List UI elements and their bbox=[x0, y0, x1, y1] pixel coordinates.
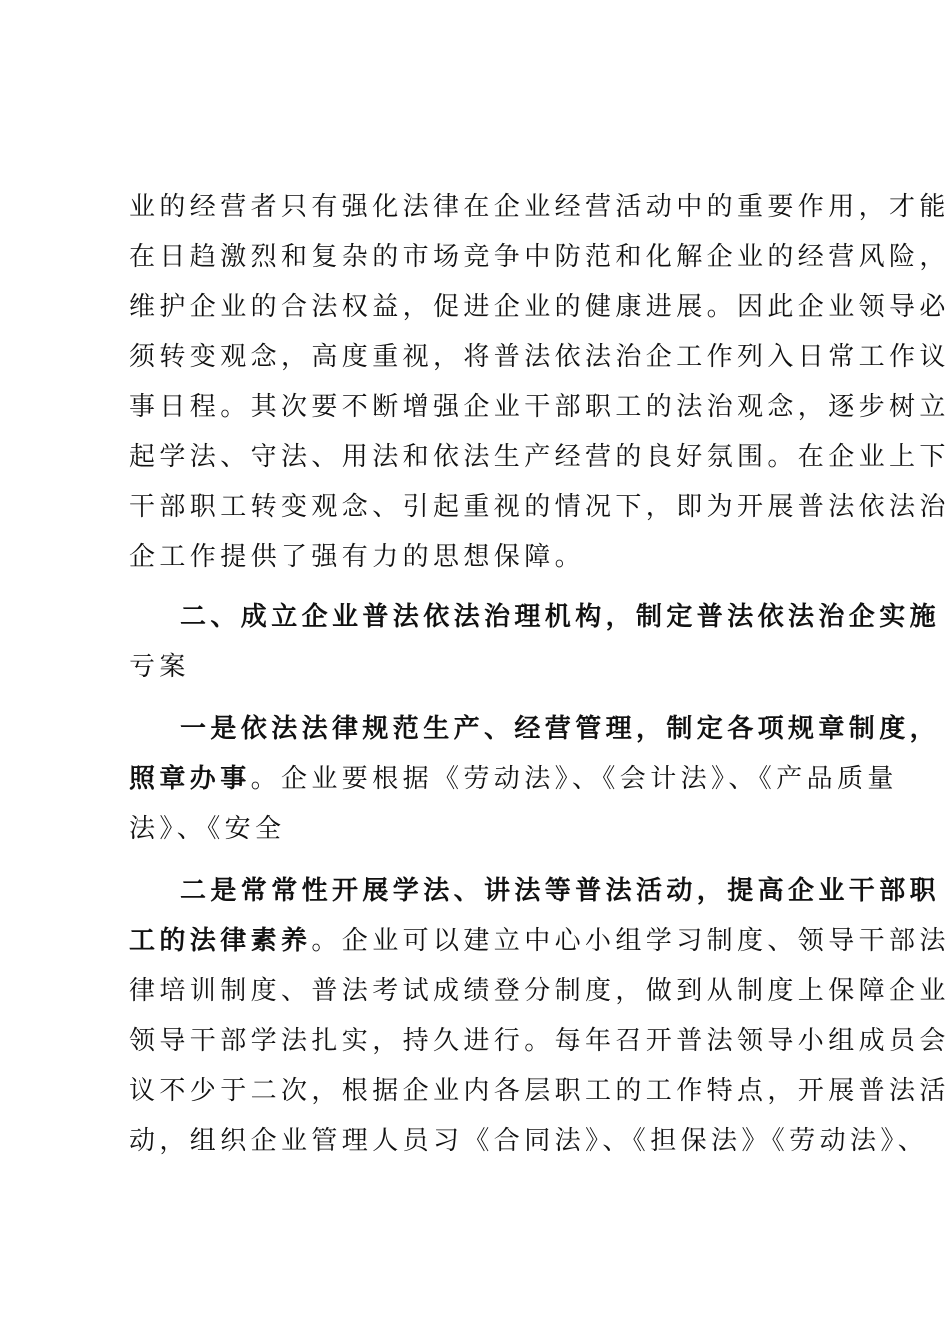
body-text-line: 事日程。其次要不断增强企业干部职工的法治观念，逐步树立 bbox=[129, 392, 950, 422]
body-text-line: 起学法、守法、用法和依法生产经营的良好氛围。在企业上下 bbox=[129, 442, 950, 472]
body-text-line: 企工作提供了强有力的思想保障。 bbox=[129, 542, 586, 572]
section-heading: 二、成立企业普法依法治理机构，制定普法依法治企实施 bbox=[180, 602, 941, 632]
body-text-line: 干部职工转变观念、引起重视的情况下，即为开展普法依法治 bbox=[129, 492, 950, 522]
body-text-line: 法》、《安全 bbox=[129, 814, 286, 844]
paragraph-lead-bold: 一是依法法律规范生产、经营管理，制定各项规章制度， bbox=[180, 714, 941, 744]
body-text-line: 业的经营者只有强化法律在企业经营活动中的重要作用，才能 bbox=[129, 192, 950, 222]
body-text: 。企业可以建立中心小组学习制度、领导干部法 bbox=[311, 926, 950, 956]
paragraph-lead-bold: 二是常常性开展学法、讲法等普法活动，提高企业干部职 bbox=[180, 876, 941, 906]
section-heading-continued: 亏案 bbox=[129, 652, 190, 682]
body-text-line: 须转变观念，高度重视，将普法依法治企工作列入日常工作议 bbox=[129, 342, 950, 372]
body-text-line: 议不少于二次，根据企业内各层职工的工作特点，开展普法活 bbox=[129, 1076, 950, 1106]
body-text-line bbox=[129, 924, 950, 958]
lead-bold-text: 照章办事 bbox=[129, 764, 251, 794]
body-text-line: 维护企业的合法权益，促进企业的健康进展。因此企业领导必 bbox=[129, 292, 950, 322]
body-text-line: 动，组织企业管理人员习《合同法》、《担保法》《劳动法》、 bbox=[129, 1126, 929, 1156]
body-text-line: 律培训制度、普法考试成绩登分制度，做到从制度上保障企业 bbox=[129, 976, 950, 1006]
body-text: 。企业要根据《劳动法》、《会计法》、《产品质量 bbox=[250, 764, 898, 794]
body-text-line: 在日趋激烈和复杂的市场竞争中防范和化解企业的经营风险， bbox=[129, 242, 950, 272]
lead-bold-text: 工的法律素养 bbox=[129, 926, 312, 956]
body-text-line bbox=[129, 762, 898, 796]
body-text-line: 领导干部学法扎实，持久进行。每年召开普法领导小组成员会 bbox=[129, 1026, 950, 1056]
